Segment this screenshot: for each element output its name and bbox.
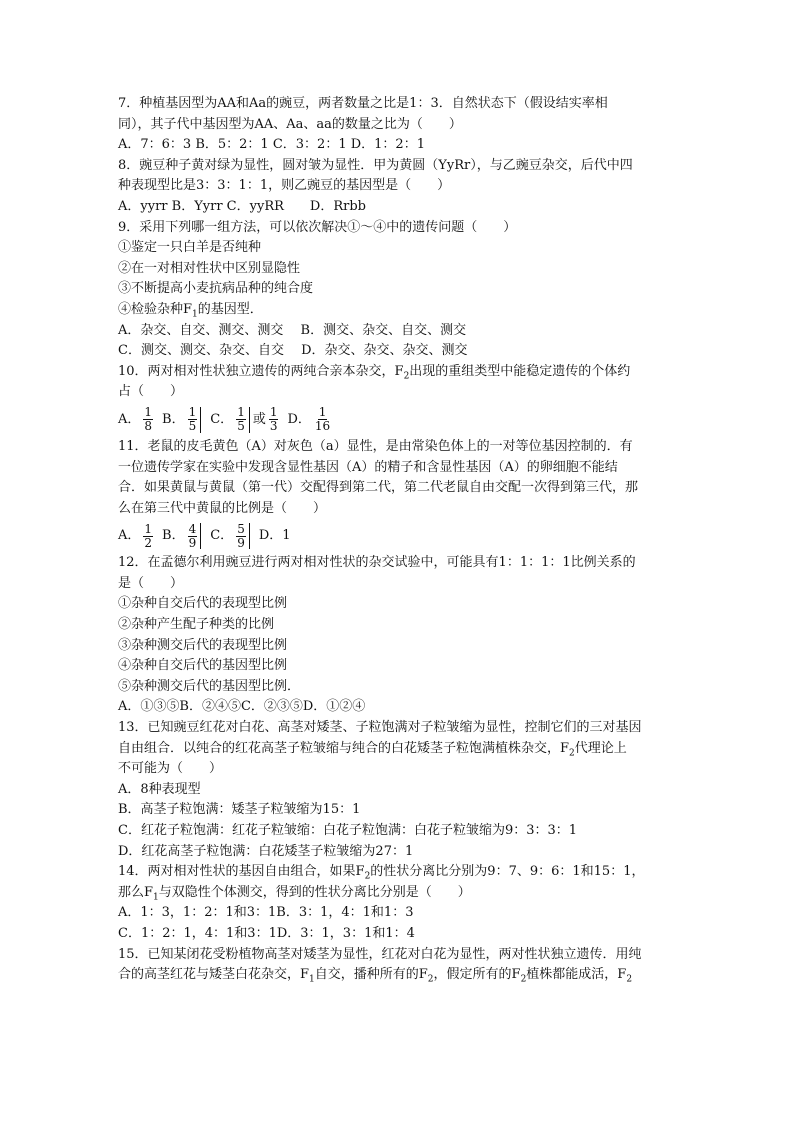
- q12-line-2: 是（ ）: [118, 575, 184, 591]
- q8-options: A．yyrr B．Yyrr C．yyRR D．Rrbb: [118, 198, 366, 214]
- q11-options: [118, 519, 680, 553]
- subscript: 2: [626, 974, 633, 985]
- q9-item-3: ③不断提高小麦抗病品种的纯合度: [118, 281, 314, 297]
- q14-text-2: 那么F: [118, 884, 154, 900]
- q7-line-1: 7．种植基因型为AA和Aa的豌豆，两者数量之比是1：3．自然状态下（假设结实率相: [118, 96, 608, 111]
- q15-line-2: [118, 965, 680, 986]
- subscript: 1: [309, 974, 315, 985]
- q15-line-1: 15．已知某闭花受粉植物高茎对矮茎为显性，红花对白花为显性，两对性状独立遗传．用纯: [118, 946, 642, 962]
- q13-line-1: 13．已知豌豆红花对白花、高茎对矮茎、子粒饱满对子粒皱缩为显性，控制它们的三对基因: [118, 720, 642, 736]
- q9-item-4-text-end: 的基因型．: [197, 301, 263, 317]
- q13-option-b: B．高茎子粒饱满：矮茎子粒皱缩为15：1: [118, 802, 361, 818]
- frac-bar: [249, 407, 250, 433]
- numerator: 1: [237, 405, 245, 420]
- option-c-label: C．: [210, 411, 234, 427]
- denominator: 3: [269, 419, 278, 434]
- q9-item-4: [118, 300, 680, 321]
- q14-text: 14．两对相对性状的基因自由组合，如果F: [118, 864, 365, 880]
- numerator: 5: [237, 521, 245, 536]
- denominator: 16: [314, 419, 331, 434]
- denominator: 9: [237, 535, 245, 550]
- frac-bar: [200, 407, 201, 433]
- q14-text-2-end: 与双隐性个体测交，得到的性状分离比分别是（ ）: [158, 884, 471, 900]
- subscript: 2: [520, 974, 527, 985]
- fraction-c1: [236, 406, 246, 433]
- q12-item-3: ③杂种测交后代的表现型比例: [118, 637, 288, 653]
- q15-text-c: ，假定所有的F: [433, 967, 521, 983]
- fraction-a: [143, 523, 153, 550]
- fraction-c2: [269, 406, 279, 433]
- q11-line-3: 合．如果黄鼠与黄鼠（第一代）交配得到第二代，第二代老鼠自由交配一次得到第三代，那: [118, 480, 639, 496]
- q12-line-1: 12．在孟德尔利用豌豆进行两对相对性状的杂交试验中，可能具有1：1：1：1比例关系的: [118, 555, 636, 571]
- option-d-label: D．: [287, 411, 311, 427]
- q12-item-1: ①杂种自交后代的表现型比例: [118, 596, 288, 612]
- q14-options-ab: A．1：3，1：2：1和3：1B．3：1，4：1和1：3: [118, 905, 414, 921]
- subscript: 2: [364, 871, 371, 882]
- q7-options: A．7：6：3 B．5：2：1 C．3：2：1 D．1：2：1: [118, 137, 425, 153]
- numerator: 1: [144, 521, 153, 536]
- q9-options-ab: A．杂交、自交、测交、测交 B．测交、杂交、自交、测交: [118, 322, 467, 338]
- q10-line-2: 占（ ）: [118, 384, 184, 400]
- q11-line-1: 11．老鼠的皮毛黄色（A）对灰色（a）显性，是由常染色体上的一对等位基因控制的．有: [118, 438, 633, 454]
- fraction-d: [314, 406, 331, 433]
- denominator: 5: [188, 419, 197, 434]
- q11-line-4: 么在第三代中黄鼠的比例是（ ）: [118, 500, 327, 516]
- option-c-label: C．: [210, 527, 234, 543]
- q8-line-1: 8．豌豆种子黄对绿为显性，圆对皱为显性．甲为黄圆（YyRr），与乙豌豆杂交，后代中四: [118, 157, 633, 173]
- subscript: 2: [427, 974, 434, 985]
- q13-text: 自由组合．以纯合的红花高茎子粒皱缩与纯合的白花矮茎子粒饱满植株杂交，F: [118, 740, 570, 756]
- option-b-label: B．: [162, 527, 185, 543]
- q14-line-2: [118, 883, 680, 904]
- q12-item-2: ②杂种产生配子种类的比例: [118, 617, 275, 633]
- subscript: 1: [153, 892, 159, 903]
- q12-item-4: ④杂种自交后代的基因型比例: [118, 658, 288, 674]
- q13-option-c: C．红花子粒饱满：红花子粒皱缩：白花子粒饱满：白花子粒皱缩为9：3：3：1: [118, 823, 578, 838]
- frac-bar: [249, 523, 250, 549]
- numerator: 1: [269, 405, 278, 420]
- frac-bar: [200, 523, 201, 549]
- q15-text-a: 合的高茎红花与矮茎白花杂交，F: [118, 967, 310, 983]
- subscript: 2: [569, 748, 575, 759]
- option-a-label: A．: [118, 527, 141, 543]
- q9-line-1: 9．采用下列哪一组方法，可以依次解决①～④中的遗传问题（ ）: [118, 219, 517, 235]
- q15-text-d: 植株都能成活，F: [526, 967, 627, 983]
- q10-text: 10．两对相对性状独立遗传的两纯合亲本杂交，F: [118, 363, 404, 379]
- q9-options-cd: C．测交、测交、杂交、自交 D．杂交、杂交、杂交、测交: [118, 343, 468, 359]
- denominator: 8: [144, 419, 153, 434]
- q7-line-2: 同），其子代中基因型为AA、Aa、aa的数量之比为（ ）: [118, 116, 462, 132]
- q8-line-2: 种表现型比是3：3：1：1，则乙豌豆的基因型是（ ）: [118, 178, 451, 194]
- q14-text-end: 的性状分离比分别为9：7、9：6：1和15：1，: [370, 864, 645, 880]
- fraction-b: [188, 523, 198, 550]
- q10-options: [118, 403, 680, 437]
- numerator: 1: [318, 405, 327, 420]
- q15-text-b: 自交，播种所有的F: [314, 967, 428, 983]
- fraction-c: [236, 523, 246, 550]
- numerator: 1: [144, 405, 153, 420]
- q9-item-4-text: ④检验杂种F: [118, 301, 193, 317]
- denominator: 2: [144, 535, 153, 550]
- q14-options-cd: C．1：2：1，4：1和3：1D．3：1，3：1和1：4: [118, 925, 415, 941]
- subscript: 1: [192, 309, 198, 320]
- q13-line-3: 不可能为（ ）: [118, 761, 223, 777]
- option-d: D．1: [258, 527, 291, 543]
- q12-options: A．①③⑤B．②④⑤C．②③⑤D．①②④: [118, 699, 366, 715]
- fraction-b: [188, 406, 198, 433]
- subscript: 2: [403, 371, 410, 382]
- q9-item-1: ①鉴定一只白羊是否纯种: [118, 240, 262, 256]
- q13-option-a: A．8种表现型: [118, 781, 201, 797]
- q13-text-end: 代理论上: [574, 740, 627, 756]
- denominator: 5: [237, 419, 245, 434]
- exam-page: [118, 94, 680, 986]
- fraction-a: [143, 406, 153, 433]
- option-a-label: A．: [118, 411, 141, 427]
- denominator: 9: [188, 535, 197, 550]
- q9-item-2: ②在一对相对性状中区别显隐性: [118, 260, 301, 276]
- q14-line-1: [118, 862, 680, 883]
- numerator: 4: [188, 521, 197, 536]
- q10-text-end: 出现的重组类型中能稳定遗传的个体约: [409, 363, 631, 379]
- q10-line-1: [118, 362, 680, 383]
- q13-option-d: D．红花高茎子粒饱满：白花矮茎子粒皱缩为27：1: [118, 843, 414, 859]
- or-text: 或: [252, 411, 266, 427]
- numerator: 1: [188, 405, 197, 420]
- q13-line-2: [118, 739, 680, 760]
- option-b-label: B．: [162, 411, 185, 427]
- q11-line-2: 一位遗传学家在实验中发现含显性基因（A）的精子和含显性基因（A）的卵细胞不能结: [118, 459, 618, 475]
- q12-item-5: ⑤杂种测交后代的基因型比例．: [118, 678, 301, 694]
